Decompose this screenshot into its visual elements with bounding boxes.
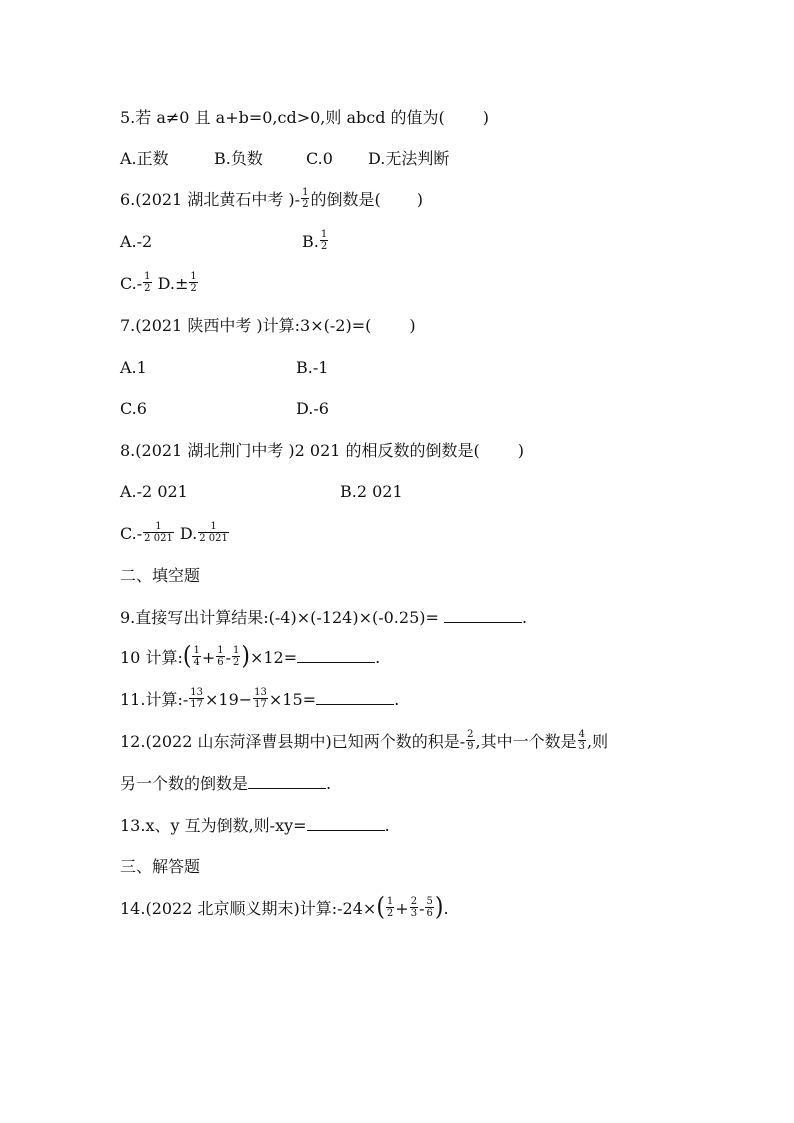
question-13: 13.x、y 互为倒数,则-xy= . — [120, 816, 390, 835]
option-a: A.-2 021 — [120, 482, 188, 501]
option-d: D.无法判断 — [368, 149, 450, 168]
answer-blank[interactable] — [316, 690, 394, 705]
answer-blank[interactable] — [444, 608, 522, 623]
fraction: $\frac{1}{2}$ — [233, 645, 240, 668]
option-d: D. $\frac{1}{2 021}$ — [179, 521, 228, 544]
fraction: $\frac{2}{9}$ — [467, 729, 474, 752]
fraction: $\frac{1}{4}$ — [193, 645, 200, 668]
fraction: $\frac{1}{2}$ — [144, 271, 151, 294]
question-7-options-cd — [120, 398, 329, 420]
question-6-options-cd — [120, 273, 199, 295]
option-b: B.负数 — [214, 149, 263, 168]
option-b: B.2 021 — [340, 482, 403, 501]
question-6-options-ab — [120, 231, 329, 253]
fraction: $\frac{1}{6}$ — [217, 645, 224, 668]
question-10: 10 计算:( $\frac{1}{4}$ + $\frac{1}{6}$ - $\frac{1}{2}$ )×12= . — [120, 641, 381, 671]
question-5-options — [120, 148, 449, 170]
section-heading-fill-blank: 二、填空题 — [120, 566, 201, 585]
fraction: $\frac{4}{3}$ — [578, 729, 585, 752]
option-c: C.6 — [120, 399, 147, 418]
answer-blank[interactable] — [297, 648, 375, 663]
fraction: $\frac{1}{2 021}$ — [199, 521, 228, 544]
answer-blank[interactable] — [307, 816, 385, 831]
fraction: $\frac{13}{17}$ — [254, 687, 267, 710]
option-d: D.-6 — [296, 399, 329, 418]
answer-blank[interactable] — [248, 774, 326, 789]
option-a: A.正数 — [120, 149, 169, 168]
question-8-options-ab — [120, 481, 403, 503]
option-d: D.± $\frac{1}{2}$ — [157, 271, 197, 294]
question-8-options-cd — [120, 523, 230, 545]
question-7-options-ab — [120, 357, 328, 379]
option-a: A.1 — [120, 358, 147, 377]
question-12-line-2: 另一个数的倒数是 . — [120, 774, 332, 793]
fraction: $\frac{1}{2 021}$ — [144, 521, 173, 544]
question-7: 7.(2021 陕西中考 )计算:3×(-2)=( ) — [120, 316, 416, 335]
section-heading-solve: 三、解答题 — [120, 857, 201, 876]
fraction: $\frac{5}{6}$ — [426, 896, 433, 919]
question-5-stem: 5.若 a≠0 且 a+b=0,cd>0,则 abcd 的值为( — [120, 108, 445, 127]
question-14: 14.(2022 北京顺义期末)计算:-24×( $\frac{1}{2}$ + $\frac{2}{3}$ - $\frac{5}{6}$ ). — [120, 892, 449, 922]
question-5: 5.若 a≠0 且 a+b=0,cd>0,则 abcd 的值为( ) — [120, 108, 490, 127]
question-9: 9.直接写出计算结果:(-4)×(-124)×(-0.25)= . — [120, 608, 528, 627]
fraction: $\frac{13}{17}$ — [190, 687, 203, 710]
option-c: C.- $\frac{1}{2}$ — [120, 271, 151, 294]
question-12: 12.(2022 山东菏泽曹县期中)已知两个数的积是- $\frac{2}{9}$ ,其中一个数是 $\frac{4}{3}$ ,则 — [120, 729, 609, 752]
option-c: C.0 — [306, 149, 333, 168]
option-a: A.-2 — [120, 232, 153, 251]
option-b: B. $\frac{1}{2}$ — [302, 229, 328, 252]
fraction: $\frac{1}{2}$ — [386, 896, 394, 919]
question-11: 11.计算:- $\frac{13}{17}$ ×19− $\frac{13}{17}$ ×15= . — [120, 687, 400, 710]
fraction: $\frac{1}{2}$ — [320, 229, 328, 252]
fraction: $\frac{1}{2}$ — [190, 271, 197, 294]
question-6: 6.(2021 湖北黄石中考 )- $\frac{1}{2}$ 的倒数是( ) — [120, 187, 423, 210]
option-b: B.-1 — [296, 358, 329, 377]
fraction: $\frac{2}{3}$ — [410, 896, 418, 919]
option-c: C.- $\frac{1}{2 021}$ — [120, 521, 173, 544]
question-8: 8.(2021 湖北荆门中考 )2 021 的相反数的倒数是( ) — [120, 441, 525, 460]
fraction: $\frac{1}{2}$ — [302, 187, 309, 210]
